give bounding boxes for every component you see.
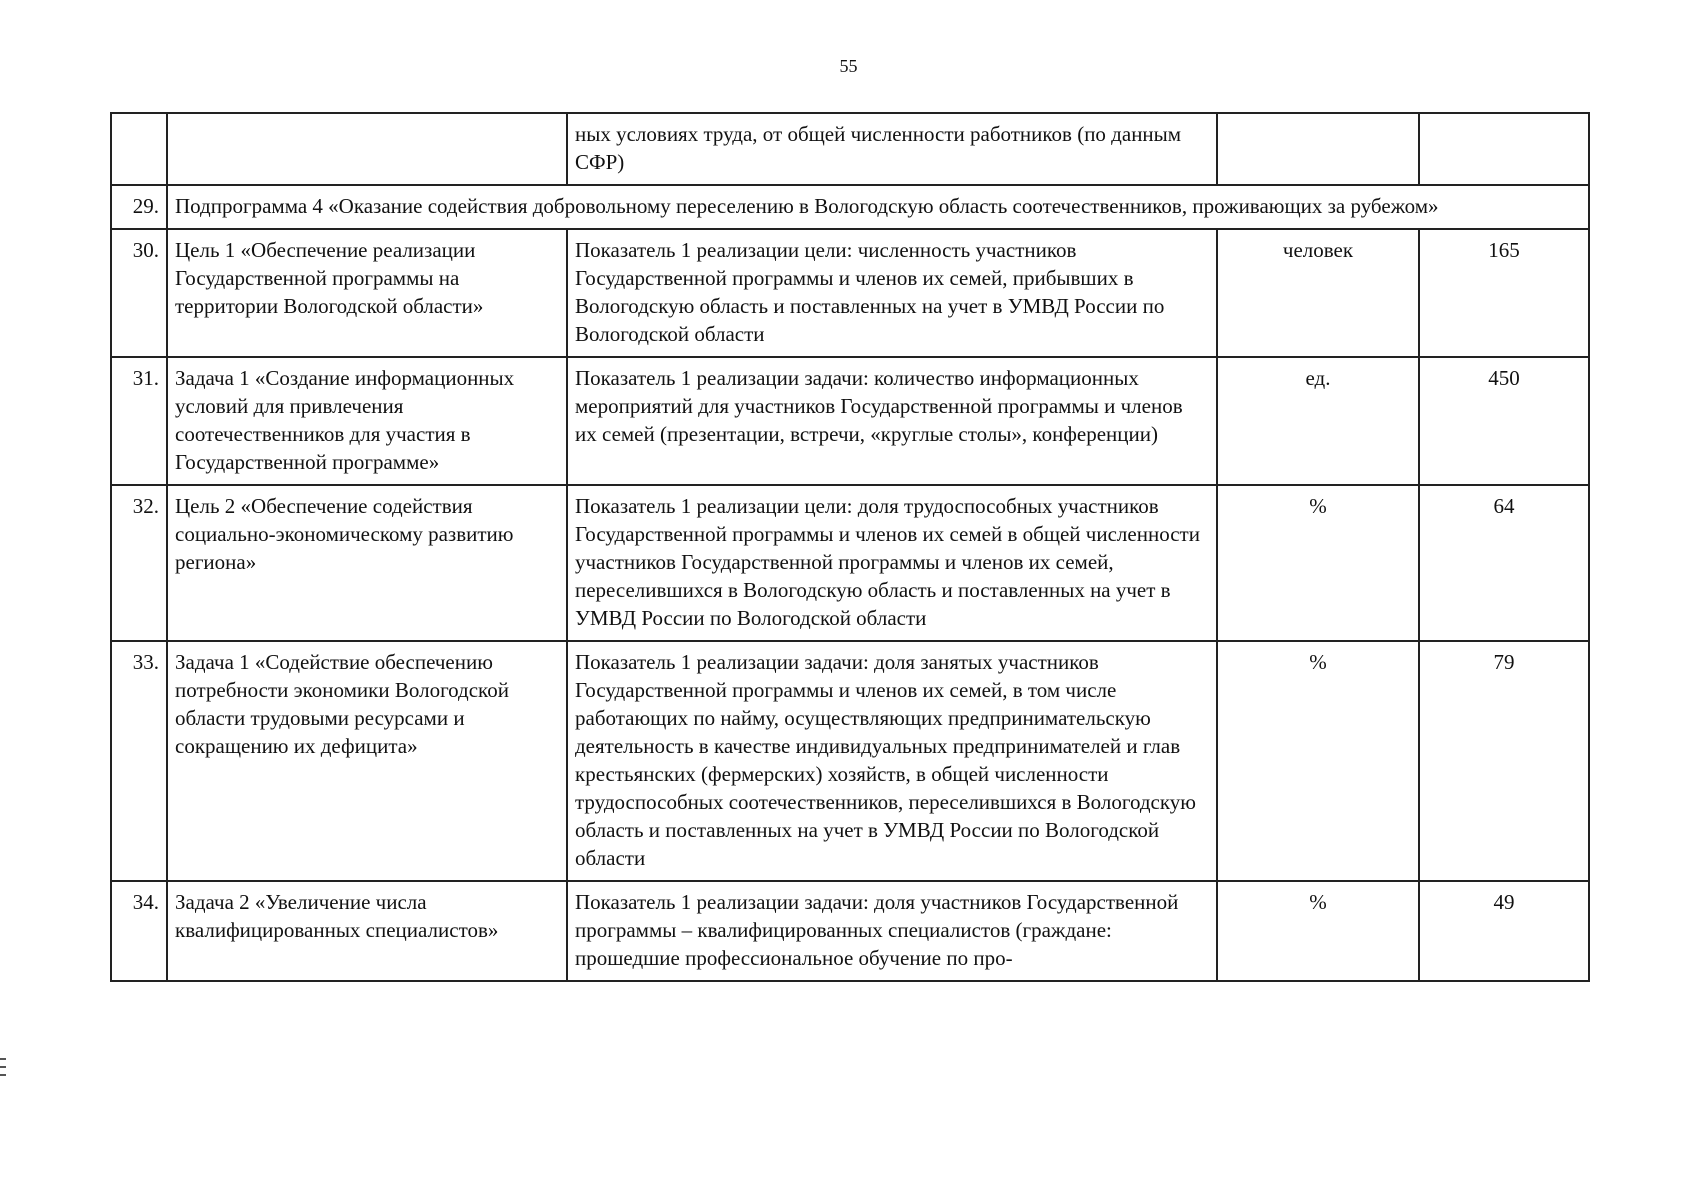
value-cell: 64: [1419, 485, 1589, 641]
goal-cell: [167, 113, 567, 185]
row-number: [111, 113, 167, 185]
margin-tick: [0, 1066, 6, 1068]
goal-cell: Задача 1 «Содействие обеспечению потребности экономики Вологодской области трудовыми ресурсами и сокращению их дефицита»: [167, 641, 567, 881]
margin-tick: [0, 1058, 6, 1060]
value-cell: 450: [1419, 357, 1589, 485]
unit-cell: %: [1217, 485, 1419, 641]
row-number: 33.: [111, 641, 167, 881]
goal-cell: Задача 1 «Создание информационных условий для привлечения соотечественников для участия в Государственной программе»: [167, 357, 567, 485]
table-row: [111, 229, 1589, 357]
table-row: [111, 185, 1589, 229]
value-cell: 165: [1419, 229, 1589, 357]
goal-cell: Цель 1 «Обеспечение реализации Государственной программы на территории Вологодской области»: [167, 229, 567, 357]
scan-margin-marks: [0, 1058, 10, 1082]
table-row: [111, 357, 1589, 485]
indicator-cell: ных условиях труда, от общей численности работников (по данным СФР): [567, 113, 1217, 185]
row-number: 31.: [111, 357, 167, 485]
indicator-cell: Показатель 1 реализации задачи: доля занятых участников Государственной программы и членов их семей, в том числе работающих по найму, осуществляющих предпринимательскую деятельность в качестве индивидуальных предпринимателей и глав крестьянских (фермерских) хозяйств, в общей численности трудоспособных соотечественников, переселившихся в Вологодскую область и поставленных на учет в УМВД России по Вологодской области: [567, 641, 1217, 881]
indicator-cell: Показатель 1 реализации цели: доля трудоспособных участников Государственной программы и членов их семей в общей численности участников Государственной программы и членов их семей, переселившихся в Вологодскую область и поставленных на учет в УМВД России по Вологодской области: [567, 485, 1217, 641]
table-row: [111, 881, 1589, 981]
indicator-cell: Показатель 1 реализации цели: численность участников Государственной программы и членов их семей, прибывших в Вологодскую область и поставленных на учет в УМВД России по Вологодской области: [567, 229, 1217, 357]
table-row: [111, 641, 1589, 881]
unit-cell: ед.: [1217, 357, 1419, 485]
row-number: 30.: [111, 229, 167, 357]
indicator-cell: Показатель 1 реализации задачи: доля участников Государственной программы – квалифицированных специалистов (граждане: прошедшие профессиональное обучение по про-: [567, 881, 1217, 981]
margin-tick: [0, 1074, 6, 1076]
unit-cell: %: [1217, 641, 1419, 881]
unit-cell: %: [1217, 881, 1419, 981]
table-row: [111, 113, 1589, 185]
value-cell: [1419, 113, 1589, 185]
value-cell: 79: [1419, 641, 1589, 881]
unit-cell: человек: [1217, 229, 1419, 357]
indicators-table: [110, 112, 1590, 982]
goal-cell: Задача 2 «Увеличение числа квалифицированных специалистов»: [167, 881, 567, 981]
row-number: 29.: [111, 185, 167, 229]
table-row: [111, 485, 1589, 641]
unit-cell: [1217, 113, 1419, 185]
goal-cell: Цель 2 «Обеспечение содействия социально-экономическому развитию региона»: [167, 485, 567, 641]
page-number: 55: [839, 56, 858, 76]
row-number: 32.: [111, 485, 167, 641]
row-number: 34.: [111, 881, 167, 981]
value-cell: 49: [1419, 881, 1589, 981]
indicator-cell: Показатель 1 реализации задачи: количество информационных мероприятий для участников Государственной программы и членов их семей (презентации, встречи, «круглые столы», конференции): [567, 357, 1217, 485]
subprogram-cell: Подпрограмма 4 «Оказание содействия добровольному переселению в Вологодскую область соотечественников, проживающих за рубежом»: [167, 185, 1589, 229]
